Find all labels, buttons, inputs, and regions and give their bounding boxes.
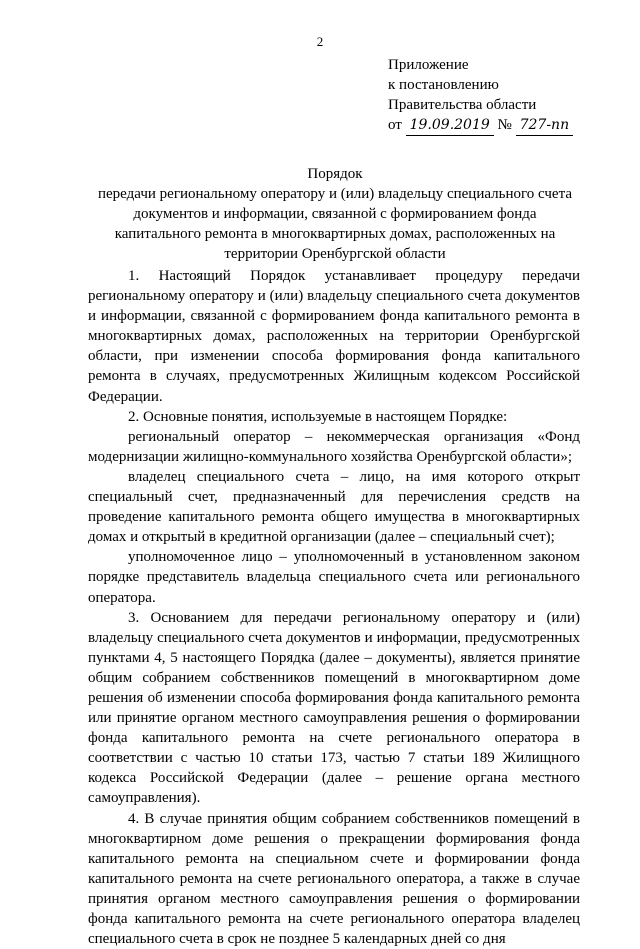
paragraph-3: 3. Основанием для передачи региональному оператору и (или) владельцу специального счета документов и информации, предусмотренных пунктами 4, 5 настоящего Порядка (далее – документы), является принятие общим собранием собственников помещений в многоквартирном доме решения об изменении способа формирования фонда капитального ремонта или принятие органом местного самоуправления решения о формировании фонда капитального ремонта на счете регионального оператора в соответствии с частью 10 статьи 173, частью 7 статьи 189 Жилищного кодекса Российской Федерации (далее – решение органа местного самоуправления).: [88, 609, 580, 807]
appendix-line-2: к постановлению: [388, 77, 499, 93]
page-number: 2: [316, 34, 324, 49]
appendix-line-1: Приложение: [388, 57, 469, 73]
paragraph-4: 4. В случае принятия общим собранием собственников помещений в многоквартирном доме решения о прекращении формирования фонда капитального ремонта на специальном счете и формировании фонда капитального ремонта на счете регионального оператора, а также в случае принятия органом местного самоуправления решения о формировании фонда капитального ремонта на счете регионального оператора владелец специального счета в срок не позднее 5 календарных дней со дня: [88, 810, 580, 948]
document-title: [95, 164, 575, 264]
appendix-block: [388, 55, 628, 136]
definition-account-owner: владелец специального счета – лицо, на имя которого открыт специальный счет, предназначенный для перечисления средств на проведение капитального ремонта общего имущества в многоквартирных домах и открытый в кредитной организации (далее – специальный счет);: [88, 468, 580, 546]
appendix-date-line: [388, 115, 628, 136]
appendix-line-3: Правительства области: [388, 97, 537, 113]
handwritten-date: 19.09.2019: [406, 115, 494, 136]
title-subtitle: передачи региональному оператору и (или) владельцу специального счета документов и информации, связанной с формированием фонда капитального ремонта в многоквартирных домах, расположенных на территории Оренбургской области: [98, 186, 572, 262]
date-prefix: от: [388, 117, 402, 133]
title-heading: Порядок: [307, 166, 363, 182]
paragraph-1: 1. Настоящий Порядок устанавливает процедуру передачи региональному оператору и (или) владельцу специального счета документов и информации, связанной с формированием фонда капитального ремонта в многоквартирных домах, расположенных на территории Оренбургской области, при изменении способа формирования фонда капитального ремонта в случаях, предусмотренных Жилищным кодексом Российской Федерации.: [88, 268, 580, 405]
number-label: №: [497, 117, 512, 133]
document-body: [88, 266, 580, 949]
handwritten-number: 727-пп: [516, 115, 574, 136]
definition-regional-operator: региональный оператор – некоммерческая организация «Фонд модернизации жилищно-коммунального хозяйства Оренбургской области»;: [88, 428, 580, 465]
definition-authorized-person: уполномоченное лицо – уполномоченный в установленном законом порядке представитель владельца специального счета или регионального оператора.: [88, 549, 580, 606]
paragraph-2: 2. Основные понятия, используемые в настоящем Порядке:: [128, 408, 508, 425]
